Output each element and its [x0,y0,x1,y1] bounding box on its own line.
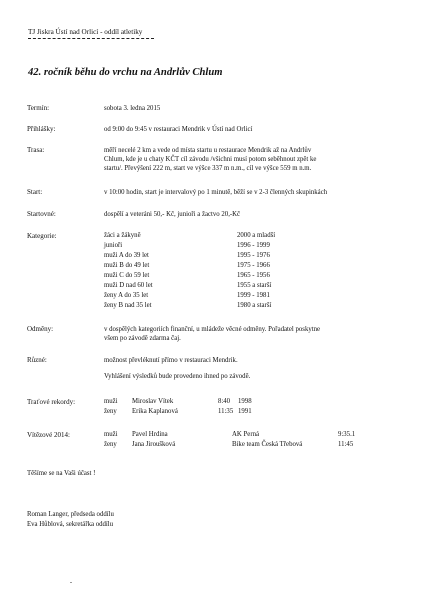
header-dashed-rule [28,38,154,39]
category-name: žáci a žákyně [104,232,141,239]
winner-time: 11:45 [338,441,354,448]
record-year: 1991 [238,408,252,415]
record-time: 11:35 [218,408,234,415]
category-name: muži D nad 60 let [104,282,153,289]
category-name: muži C do 59 let [104,272,150,279]
winner-name: Pavel Hrdina [132,431,168,438]
termin-value: sobota 3. ledna 2015 [104,105,161,112]
ruzne-label: Různé: [27,356,47,364]
trasa-line-2: Chlum, kde je u chaty KČT cíl závodu /všichni musí potom seběhnout zpět ke [104,156,317,163]
category-name: muži B do 49 let [104,262,150,269]
category-years: 1965 - 1956 [237,272,270,279]
winner-time: 9:35.1 [338,431,356,438]
trasa-line-3: startu/. Převýšení 222 m, start ve výšce 337 m n.m., cíl ve výšce 559 m n.m. [104,165,312,172]
category-name: junioři [104,242,123,249]
category-name: ženy B nad 35 let [104,302,152,309]
odmeny-line-1: v dospělých kategoriích finanční, u mládeže věcné odměny. Pořadatel poskytne [104,326,321,333]
startovne-value: dospělí a veteráni 50,- Kč, junioři a žactvo 20,-Kč [104,211,241,218]
start-label: Start: [27,188,43,196]
startovne-label: Startovné: [27,210,56,218]
category-years: 1999 - 1981 [237,292,270,299]
odmeny-line-2: všem po závodě zdarma čaj. [104,335,181,342]
category-name: muži A do 39 let [104,252,149,259]
odmeny-label: Odměny: [27,325,54,333]
record-category: muži [104,398,118,405]
prihlasky-value: od 9:00 do 9:45 v restauraci Mendrik v Ústí nad Orlicí [104,126,253,133]
category-years: 2000 a mladší [237,232,276,239]
ruzne-line-2: Vyhlášení výsledků bude provedeno ihned po závodě. [104,373,251,380]
start-value: v 10:00 hodin, start je intervalový po 1 minutě, běží se v 2-3 členných skupinkách [104,189,328,196]
kategorie-label: Kategorie: [27,232,57,240]
category-years: 1975 - 1966 [237,262,270,269]
winner-name: Jana Jiroušková [132,441,176,448]
trasa-line-1: měří necelé 2 km a vede od místa startu u restaurace Mendrik až na Andrlův [104,147,312,154]
record-category: ženy [104,408,117,415]
scan-speck [70,582,72,583]
termin-label: Termín: [27,104,50,112]
winner-club: Bike team Česká Třebová [232,441,303,448]
category-years: 1955 a starší [237,282,272,289]
rekordy-label: Traťové rekordy: [27,398,76,406]
record-name: Erika Kaplanová [132,408,178,415]
prihlasky-label: Přihlášky: [27,125,56,133]
trasa-label: Trasa: [27,146,45,154]
closing-line: Těšíme se na Vaši účast ! [27,470,96,477]
document-title: 42. ročník běhu do vrchu na Andrlův Chlum [28,67,223,78]
winner-category: muži [104,431,118,438]
winner-club: AK Perná [232,431,259,438]
ruzne-line-1: možnost převléknutí přímo v restauraci Mendrik. [104,357,238,364]
vitezove-label: Vítězové 2014: [27,431,70,439]
category-years: 1996 - 1999 [237,242,270,249]
organization-header: TJ Jiskra Ústí nad Orlicí - oddíl atletiky [28,28,143,36]
winner-category: ženy [104,441,117,448]
record-year: 1998 [238,398,252,405]
signature-secretary: Eva Hůblová, sekretářka oddílu [27,521,114,528]
category-years: 1980 a starší [237,302,272,309]
category-years: 1995 - 1976 [237,252,270,259]
record-name: Miroslav Vítek [132,398,174,405]
category-name: ženy A do 35 let [104,292,149,299]
signature-chair: Roman Langer, předseda oddílu [27,511,114,518]
record-time: 8:40 [218,398,231,405]
